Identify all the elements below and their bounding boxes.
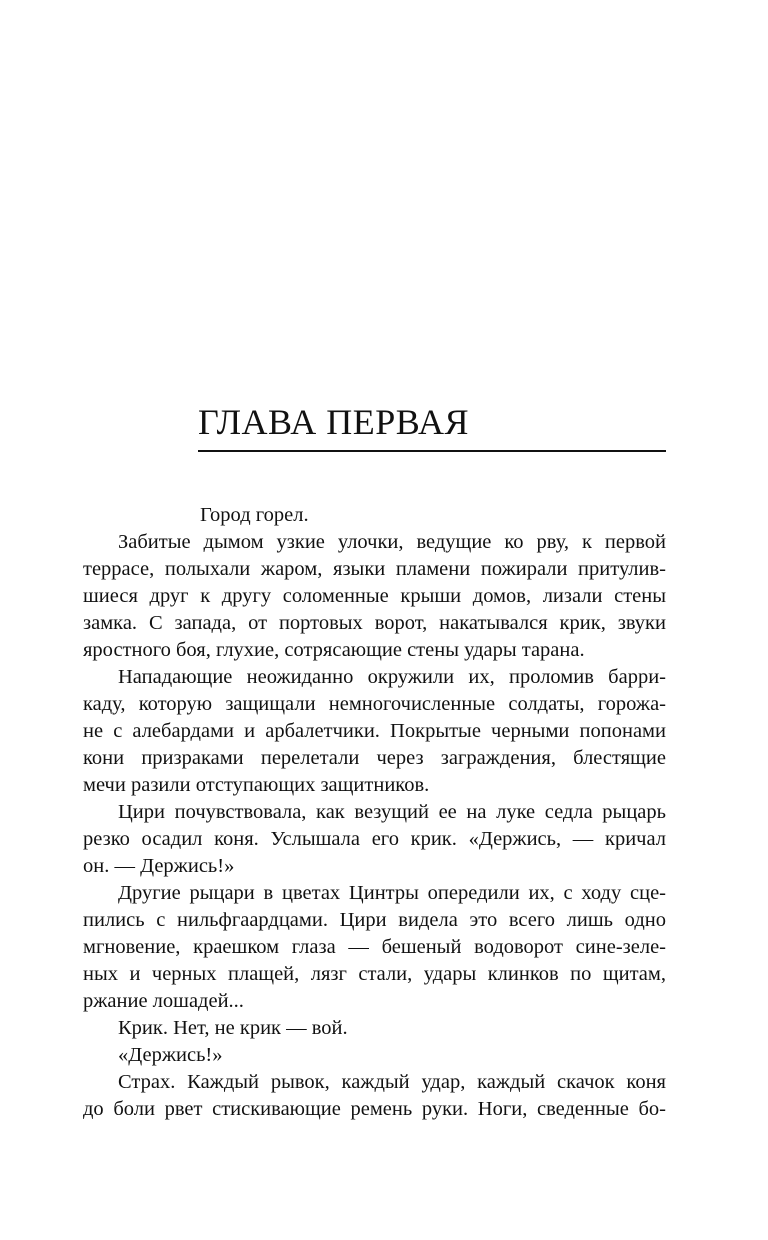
text-line: не с алебардами и арбалетчики. Покрытые черными попонами xyxy=(83,720,666,742)
text-line: ных и черных плащей, лязг стали, удары клинков по щитам, xyxy=(83,963,666,985)
text-line: мгновение, краешком глаза — бешеный водоворот сине-зеле- xyxy=(83,936,666,958)
paragraph-7 xyxy=(83,1042,666,1069)
text-line: он. — Держись!» xyxy=(83,855,235,877)
paragraph-3 xyxy=(83,664,666,799)
paragraph-1 xyxy=(83,502,666,529)
paragraph-2 xyxy=(83,529,666,664)
text-line: террасе, полыхали жаром, языки пламени пожирали притулив- xyxy=(83,558,666,580)
text-line: мечи разили отступающих защитников. xyxy=(83,774,430,796)
text-line: яростного боя, глухие, сотрясающие стены удары тарана. xyxy=(83,639,585,661)
text-line: Нападающие неожиданно окружили их, проломив барри- xyxy=(118,666,666,688)
text-line: Крик. Нет, не крик — вой. xyxy=(118,1017,348,1039)
text-line: кони призраками перелетали через заграждения, блестящие xyxy=(83,747,666,769)
text-line: до боли рвет стискивающие ремень руки. Ноги, сведенные бо- xyxy=(83,1098,666,1120)
paragraph-5 xyxy=(83,880,666,1015)
paragraph-4 xyxy=(83,799,666,880)
text-line: резко осадил коня. Услышала его крик. «Держись, — кричал xyxy=(83,828,666,850)
text-line: Забитые дымом узкие улочки, ведущие ко рву, к первой xyxy=(118,531,666,553)
text-line: Другие рыцари в цветах Цинтры опередили их, с ходу сце- xyxy=(118,882,666,904)
text-line: замка. С запада, от портовых ворот, накатывался крик, звуки xyxy=(83,612,666,634)
text-line: ржание лошадей... xyxy=(83,990,244,1012)
text-line: шиеся друг к другу соломенные крыши домов, лизали стены xyxy=(83,585,666,607)
text-line: Город горел. xyxy=(200,504,309,526)
chapter-title-underline xyxy=(198,450,666,452)
text-line: Страх. Каждый рывок, каждый удар, каждый скачок коня xyxy=(118,1071,666,1093)
text-line: Цири почувствовала, как везущий ее на луке седла рыцарь xyxy=(118,801,666,823)
chapter-title: ГЛАВА ПЕРВАЯ xyxy=(198,402,470,442)
chapter-text xyxy=(83,502,666,1123)
text-line: пились с нильфгаардцами. Цири видела это всего лишь одно xyxy=(83,909,666,931)
chapter-heading xyxy=(198,398,666,446)
text-line: каду, которую защищали немногочисленные солдаты, горожа- xyxy=(83,693,666,715)
paragraph-8 xyxy=(83,1069,666,1123)
text-line: «Держись!» xyxy=(118,1044,223,1066)
paragraph-6 xyxy=(83,1015,666,1042)
